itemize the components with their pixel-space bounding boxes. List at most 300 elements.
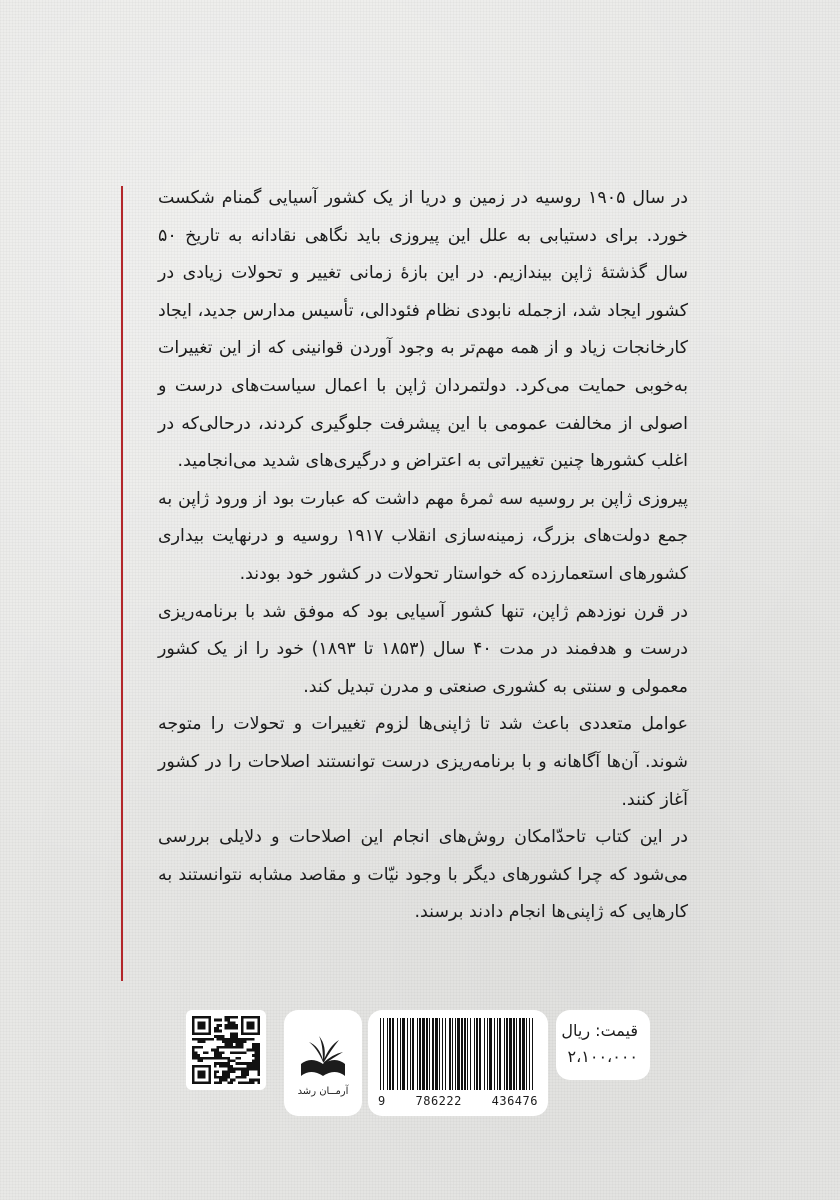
qr-module [197, 1032, 200, 1035]
qr-module [236, 1057, 239, 1060]
qr-module [257, 1057, 260, 1060]
qr-module [203, 1027, 206, 1030]
qr-module [238, 1076, 241, 1079]
blurb-paragraph-2: پیروزی ژاپن بر روسیه سه ثمرهٔ مهم داشت که عبارت بود از ورود ژاپن به جمع دولت‌های بزرگ، زمینه‌سازی انقلاب ۱۹۱۷ روسیه و درنهایت بیداری کشورهای استعمارزده که خواستار تحولات در کشور خود بودند. [158, 488, 688, 584]
qr-module [200, 1081, 203, 1084]
barcode-bar [402, 1018, 405, 1090]
qr-module [208, 1030, 211, 1033]
qr-module [197, 1081, 200, 1084]
qr-module [206, 1032, 209, 1035]
barcode-bar [383, 1018, 384, 1090]
qr-module [216, 1070, 219, 1073]
qr-module [249, 1081, 252, 1084]
qr-module [197, 1057, 200, 1060]
qr-module [227, 1068, 230, 1071]
qr-module [222, 1065, 225, 1068]
blurb-paragraph-1: در سال ۱۹۰۵ روسیه در زمین و دریا از یک کشور آسیایی گمنام شکست خورد. برای دستیابی به علل این پیروزی باید نگاهی نقادانه به تاریخ ۵۰ سال گذشتهٔ ژاپن بیندازیم. در این بازهٔ زمانی تغییر و تحولات زیادی در کشور ایجاد شد، ازجمله نابودی نظام فئودالی، تأسیس مدارس جدید، ایجاد کارخانجات زیاد و از همه مهم‌تر به وجود آوردن قوانینی که از این تغییرات به‌خوبی حمایت می‌کرد. دولتمردان ژاپن با اعمال سیاست‌های درست و اصولی از مخالفت عمومی با این پیشرفت جلوگیری کردند، درحالی‌که در اغلب کشورها چنین تغییراتی به اعتراض و درگیری‌های شدید می‌انجامید. [158, 188, 688, 472]
barcode-bar [445, 1018, 446, 1090]
back-cover-blurb [158, 180, 688, 932]
qr-module [252, 1016, 255, 1019]
qr-module [236, 1068, 239, 1071]
qr-module [241, 1019, 244, 1022]
qr-module [192, 1079, 195, 1082]
qr-module [230, 1021, 233, 1024]
qr-module [257, 1027, 260, 1030]
qr-module [192, 1046, 195, 1049]
barcode-bar [467, 1018, 468, 1090]
barcode-bar [484, 1018, 485, 1090]
qr-module [222, 1057, 225, 1060]
qr-module [238, 1046, 241, 1049]
qr-module [230, 1065, 233, 1068]
qr-module [219, 1046, 222, 1049]
qr-module [257, 1062, 260, 1065]
qr-module [214, 1030, 217, 1033]
qr-module [241, 1046, 244, 1049]
qr-module [249, 1038, 252, 1041]
qr-module [214, 1051, 217, 1054]
qr-module [244, 1070, 247, 1073]
qr-module [257, 1046, 260, 1049]
qr-module [208, 1019, 211, 1022]
qr-module [214, 1019, 217, 1022]
qr-module [227, 1024, 230, 1027]
qr-module [219, 1051, 222, 1054]
qr-module [200, 1060, 203, 1063]
price-value: ۲،۱۰۰،۰۰۰ [567, 1047, 638, 1066]
qr-module [208, 1065, 211, 1068]
qr-module [227, 1043, 230, 1046]
qr-module [192, 1081, 195, 1084]
qr-module [257, 1073, 260, 1076]
barcode-bar [412, 1018, 414, 1090]
qr-module [246, 1062, 249, 1065]
barcode-bar [449, 1018, 451, 1090]
qr-module [216, 1027, 219, 1030]
qr-module [192, 1024, 195, 1027]
qr-module [236, 1046, 239, 1049]
qr-module [227, 1021, 230, 1024]
qr-module [225, 1076, 228, 1079]
qr-module [257, 1051, 260, 1054]
qr-module [230, 1068, 233, 1071]
qr-module [211, 1038, 214, 1041]
qr-module [252, 1079, 255, 1082]
qr-module [195, 1038, 198, 1041]
barcode-bar [426, 1018, 428, 1090]
qr-module [246, 1027, 249, 1030]
qr-module [192, 1030, 195, 1033]
qr-module [214, 1073, 217, 1076]
qr-module [208, 1073, 211, 1076]
qr-module [244, 1040, 247, 1043]
qr-module [227, 1027, 230, 1030]
qr-module [244, 1051, 247, 1054]
qr-module [227, 1016, 230, 1019]
qr-module [216, 1030, 219, 1033]
qr-module [197, 1076, 200, 1079]
barcode-bar [407, 1018, 408, 1090]
qr-module [192, 1016, 195, 1019]
barcode-bar [513, 1018, 515, 1090]
qr-module [255, 1068, 258, 1071]
qr-module [236, 1040, 239, 1043]
qr-module [241, 1032, 244, 1035]
qr-module [241, 1081, 244, 1084]
qr-module [222, 1040, 225, 1043]
qr-module [200, 1057, 203, 1060]
qr-module [230, 1016, 233, 1019]
blurb-paragraph-4: عوامل متعددی باعث شد تا ژاپنی‌ها لزوم تغییرات و تحولات را متوجه شوند. آن‌ها آگاهانه و با برنامه‌ریزی درست توانستند اصلاحات را در کشور آغاز کنند. [158, 714, 688, 810]
qr-module [214, 1062, 217, 1065]
qr-module [230, 1024, 233, 1027]
barcode-bar [529, 1018, 530, 1090]
qr-module [249, 1065, 252, 1068]
qr-module [216, 1019, 219, 1022]
qr-module [227, 1081, 230, 1084]
qr-module [255, 1051, 258, 1054]
qr-module [203, 1032, 206, 1035]
qr-module [227, 1060, 230, 1063]
qr-module [236, 1043, 239, 1046]
qr-module [195, 1046, 198, 1049]
qr-module [244, 1038, 247, 1041]
qr-module [255, 1062, 258, 1065]
qr-module [192, 1057, 195, 1060]
qr-module [216, 1051, 219, 1054]
qr-module [216, 1054, 219, 1057]
qr-module [197, 1021, 200, 1024]
qr-module [222, 1079, 225, 1082]
qr-module [203, 1073, 206, 1076]
qr-module [257, 1030, 260, 1033]
qr-module [233, 1040, 236, 1043]
barcode-icon [378, 1018, 538, 1090]
qr-module [192, 1027, 195, 1030]
qr-module [203, 1076, 206, 1079]
qr-module [252, 1068, 255, 1071]
qr-module [225, 1040, 228, 1043]
qr-module [208, 1027, 211, 1030]
qr-module [197, 1065, 200, 1068]
qr-module [249, 1032, 252, 1035]
qr-module [214, 1035, 217, 1038]
qr-module [230, 1060, 233, 1063]
qr-module [195, 1016, 198, 1019]
qr-module [230, 1043, 233, 1046]
qr-module [222, 1038, 225, 1041]
qr-module [200, 1073, 203, 1076]
qr-module [225, 1027, 228, 1030]
qr-module [244, 1032, 247, 1035]
qr-module [219, 1079, 222, 1082]
qr-module [203, 1070, 206, 1073]
qr-module [200, 1021, 203, 1024]
qr-module [236, 1062, 239, 1065]
qr-module [233, 1068, 236, 1071]
qr-module [238, 1057, 241, 1060]
qr-module [200, 1027, 203, 1030]
qr-module [200, 1032, 203, 1035]
qr-module [219, 1054, 222, 1057]
qr-module [225, 1073, 228, 1076]
qr-module [197, 1060, 200, 1063]
qr-module [208, 1079, 211, 1082]
barcode-bar [400, 1018, 401, 1090]
barcode-bar [387, 1018, 388, 1090]
qr-module [233, 1024, 236, 1027]
barcode-bar [432, 1018, 434, 1090]
qr-module [238, 1040, 241, 1043]
qr-module [233, 1038, 236, 1041]
bottom-info-row [0, 1010, 840, 1122]
qr-module [197, 1027, 200, 1030]
qr-module [233, 1032, 236, 1035]
qr-module [252, 1027, 255, 1030]
qr-module [252, 1049, 255, 1052]
qr-module [230, 1032, 233, 1035]
qr-module [200, 1024, 203, 1027]
qr-module [219, 1065, 222, 1068]
barcode-bar [464, 1018, 466, 1090]
qr-module [214, 1049, 217, 1052]
barcode-bar [532, 1018, 533, 1090]
qr-module [238, 1068, 241, 1071]
qr-module [219, 1062, 222, 1065]
barcode-bar [419, 1018, 421, 1090]
qr-module [230, 1027, 233, 1030]
qr-module [249, 1021, 252, 1024]
qr-module [233, 1035, 236, 1038]
qr-module [197, 1046, 200, 1049]
qr-module [257, 1068, 260, 1071]
qr-module [203, 1021, 206, 1024]
qr-module [249, 1016, 252, 1019]
qr-module [257, 1043, 260, 1046]
qr-module [195, 1081, 198, 1084]
qr-module [233, 1060, 236, 1063]
qr-module [216, 1057, 219, 1060]
qr-module [192, 1073, 195, 1076]
qr-module [225, 1038, 228, 1041]
qr-module [227, 1073, 230, 1076]
qr-module [241, 1016, 244, 1019]
qr-module [249, 1027, 252, 1030]
qr-module [227, 1076, 230, 1079]
qr-module [192, 1038, 195, 1041]
qr-module [255, 1057, 258, 1060]
qr-module [249, 1079, 252, 1082]
barcode-bar [494, 1018, 495, 1090]
qr-module [195, 1051, 198, 1054]
barcode-bar [410, 1018, 411, 1090]
qr-module [230, 1040, 233, 1043]
qr-module [246, 1070, 249, 1073]
qr-module [208, 1024, 211, 1027]
qr-module [236, 1032, 239, 1035]
qr-module [238, 1062, 241, 1065]
qr-module [249, 1068, 252, 1071]
qr-module [227, 1057, 230, 1060]
qr-module [236, 1038, 239, 1041]
qr-module [225, 1057, 228, 1060]
qr-module [200, 1038, 203, 1041]
barcode-bar [422, 1018, 425, 1090]
qr-module [230, 1051, 233, 1054]
barcode-bar [506, 1018, 508, 1090]
qr-module [227, 1038, 230, 1041]
qr-module [214, 1027, 217, 1030]
qr-module [214, 1057, 217, 1060]
qr-module [197, 1040, 200, 1043]
qr-module [241, 1062, 244, 1065]
qr-module [252, 1038, 255, 1041]
qr-module [225, 1070, 228, 1073]
qr-module [257, 1032, 260, 1035]
qr-module [238, 1043, 241, 1046]
barcode-bar [526, 1018, 527, 1090]
qr-module [216, 1046, 219, 1049]
qr-module [233, 1046, 236, 1049]
qr-module [227, 1062, 230, 1065]
qr-module [257, 1070, 260, 1073]
qr-module [195, 1032, 198, 1035]
qr-module [203, 1016, 206, 1019]
qr-module [203, 1051, 206, 1054]
qr-module [246, 1065, 249, 1068]
qr-module [241, 1043, 244, 1046]
qr-module [257, 1021, 260, 1024]
qr-module [241, 1021, 244, 1024]
qr-module [206, 1081, 209, 1084]
qr-module [206, 1038, 209, 1041]
qr-module [192, 1049, 195, 1052]
barcode-bar [509, 1018, 512, 1090]
qr-module [230, 1035, 233, 1038]
qr-module [238, 1051, 241, 1054]
qr-module [219, 1035, 222, 1038]
qr-module [241, 1030, 244, 1033]
qr-module [225, 1046, 228, 1049]
qr-module [246, 1032, 249, 1035]
barcode-bar [519, 1018, 521, 1090]
barcode-bar [457, 1018, 460, 1090]
qr-module [252, 1032, 255, 1035]
qr-module [246, 1024, 249, 1027]
qr-module [211, 1049, 214, 1052]
qr-module [197, 1054, 200, 1057]
isbn-group-2: 436476 [491, 1094, 538, 1108]
qr-module [225, 1062, 228, 1065]
qr-module [241, 1040, 244, 1043]
qr-module [195, 1057, 198, 1060]
publisher-logo-box [284, 1010, 362, 1116]
qr-module [257, 1024, 260, 1027]
qr-module [222, 1035, 225, 1038]
qr-module [257, 1079, 260, 1082]
qr-module [197, 1070, 200, 1073]
blurb-paragraph-3: در قرن نوزدهم ژاپن، تنها کشور آسیایی بود که موفق شد با برنامه‌ریزی درست و هدفمند در مدت ۴۰ سال (۱۸۵۳ تا ۱۸۹۳) خود را از یک کشور معمولی و سنتی به کشوری صنعتی و مدرن تبدیل کند. [158, 601, 688, 697]
barcode-bar [439, 1018, 440, 1090]
qr-module [192, 1051, 195, 1054]
qr-module [206, 1016, 209, 1019]
qr-module [216, 1038, 219, 1041]
qr-module [252, 1046, 255, 1049]
qr-code-icon [192, 1016, 260, 1084]
qr-module [197, 1038, 200, 1041]
qr-module [246, 1021, 249, 1024]
qr-module [246, 1049, 249, 1052]
qr-module [208, 1021, 211, 1024]
qr-module [192, 1054, 195, 1057]
qr-module [225, 1019, 228, 1022]
blurb-paragraph-5: در این کتاب تاحدّامکان روش‌های انجام این اصلاحات و دلایلی بررسی می‌شود که چرا کشورهای دیگر با وجود نیّات و مقاصد مشابه نتوانستند به کارهایی که ژاپنی‌ها انجام دادند برسند. [158, 827, 688, 923]
barcode-bar [470, 1018, 471, 1090]
qr-module [203, 1024, 206, 1027]
qr-module [252, 1060, 255, 1063]
isbn-barcode-box [368, 1010, 548, 1116]
qr-module [230, 1070, 233, 1073]
qr-module [255, 1032, 258, 1035]
qr-module [230, 1081, 233, 1084]
qr-module [249, 1062, 252, 1065]
qr-module [200, 1076, 203, 1079]
qr-module [219, 1076, 222, 1079]
price-label: قیمت: ریال [561, 1021, 638, 1040]
qr-module [222, 1073, 225, 1076]
qr-module [200, 1016, 203, 1019]
qr-module [241, 1027, 244, 1030]
qr-module [208, 1038, 211, 1041]
qr-module [249, 1049, 252, 1052]
qr-module [197, 1016, 200, 1019]
qr-module [208, 1068, 211, 1071]
qr-module [225, 1016, 228, 1019]
qr-module [236, 1027, 239, 1030]
qr-module [252, 1024, 255, 1027]
qr-module [241, 1076, 244, 1079]
qr-module [208, 1070, 211, 1073]
qr-module [216, 1062, 219, 1065]
qr-code-box [186, 1010, 266, 1090]
barcode-bar [479, 1018, 481, 1090]
qr-module [238, 1081, 241, 1084]
qr-module [241, 1038, 244, 1041]
qr-module [255, 1049, 258, 1052]
qr-module [216, 1076, 219, 1079]
qr-module [195, 1054, 198, 1057]
barcode-bar [516, 1018, 517, 1090]
barcode-bar [452, 1018, 453, 1090]
qr-module [236, 1035, 239, 1038]
qr-module [225, 1024, 228, 1027]
qr-module [257, 1060, 260, 1063]
qr-module [241, 1070, 244, 1073]
qr-module [222, 1076, 225, 1079]
red-vertical-rule [121, 186, 123, 981]
qr-module [227, 1070, 230, 1073]
qr-module [225, 1043, 228, 1046]
barcode-bar [504, 1018, 505, 1090]
qr-module [203, 1081, 206, 1084]
qr-module [197, 1024, 200, 1027]
barcode-bar [522, 1018, 525, 1090]
qr-module [216, 1081, 219, 1084]
qr-module [246, 1038, 249, 1041]
barcode-bar [499, 1018, 501, 1090]
qr-module [192, 1065, 195, 1068]
barcode-bar [389, 1018, 391, 1090]
